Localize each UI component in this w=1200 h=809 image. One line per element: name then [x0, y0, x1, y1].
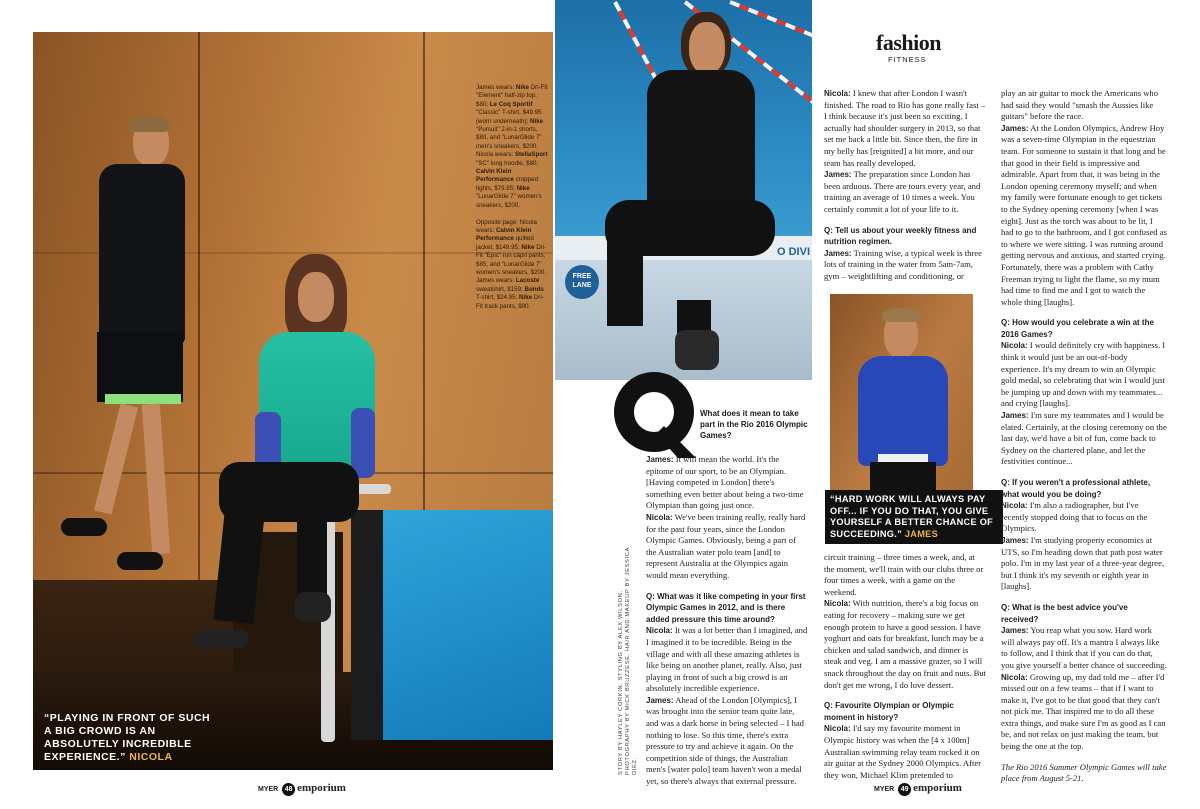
interview-answer	[1001, 410, 1167, 468]
wardrobe-credit-run: James wears:	[476, 84, 516, 91]
right-footer-brand: MYER	[874, 786, 895, 793]
right-footer	[874, 782, 962, 796]
answer-text: It was a lot better than I imagined, and I imagined it to be incredible. Being in the village and with all these amazing athletes is like being on another planet, really. Also, just playing in front of such a big crowd is an absolutely incredible experience.	[646, 625, 808, 694]
speaker-name: Nicola:	[824, 599, 851, 609]
answer-text: Training wise, a typical week is three lots of training in the water from 5am-7am, gym – weightlifting and conditioning, or	[824, 247, 982, 281]
interview-question: Q: If you weren't a professional athlete, what would you be doing?	[1001, 478, 1151, 499]
answer-text: The preparation since London has been arduous. There are tours every year, and training an average of 10 times a week. You certainly commit a lot of your life to it.	[824, 169, 981, 214]
wardrobe-credit-run: Bonds	[524, 285, 544, 293]
speaker-name: Nicola:	[646, 626, 673, 636]
wardrobe-credit-run: StellaSport	[514, 151, 548, 159]
wardrobe-credits	[476, 84, 548, 311]
first-question: What does it mean to take part in the Rio 2016 Olympic Games?	[700, 409, 808, 440]
wardrobe-credit-run: Dri-Fit "Epic" run capri pants, $85, and "LunarGlide 7" women's sneakers, $200. James wears:	[476, 243, 547, 285]
section-heading: fashion	[876, 30, 941, 55]
wardrobe-credit-run: T-shirt, $24.95;	[476, 294, 519, 302]
wardrobe-credit-run: Nike	[516, 184, 530, 192]
wardrobe-credit-run: sweatshirt, $159;	[476, 285, 525, 293]
left-quote-attribution: NICOLA	[129, 751, 173, 763]
wardrobe-credit-run: "SC" long hoodie, $80;	[476, 159, 539, 167]
right-page-number: 49	[898, 783, 911, 796]
answer-text: play an air guitar to mock the Americans who had said they would "smash the Aussies like guitars" before the race.	[1001, 88, 1159, 122]
speaker-name: James:	[1001, 626, 1029, 636]
interview-question: Q: Favourite Olympian or Olympic moment in history?	[824, 701, 954, 722]
pool-sign-text: O DIVI	[777, 246, 811, 258]
right-quote-text: “HARD WORK WILL ALWAYS PAY OFF... IF YOU DO THAT, YOU GIVE YOURSELF A BETTER CHANCE OF SUCCEEDING.”	[830, 494, 994, 539]
answer-text: It will mean the world. It's the epitome of our sport, to be an Olympian. [Having competed in London] there's something even better about being a two-time Olympian than going just once.	[646, 454, 804, 511]
wardrobe-credit-run: "LunarGlide 7" women's sneakers, $200. Opposite page: Nicola wears:	[476, 193, 542, 234]
right-footer-magazine: emporium	[913, 782, 962, 794]
wardrobe-credit-run: Calvin Klein Performance	[476, 226, 532, 243]
interview-question: Q: What was it like competing in your first Olympic Games in 2012, and is there added pressure this time around?	[646, 591, 806, 624]
speaker-name: Nicola:	[1001, 501, 1028, 511]
answer-text: We've been training really, really hard for the past four years, since the London Olympic Games. Obviously, being a part of the Australian water polo team [and] to represent Australia at the Olympics again would mean everything.	[646, 511, 806, 580]
answer-text: I'd say my favourite moment in Olympic history was when the [4 x 100m] Australian swimming relay team rocked it on air guitar at the Sydney 2000 Olympics. After they won, Michael Klim pretended to	[824, 723, 982, 780]
answer-text: Growing up, my dad told me – after I'd missed out on a few teams – that if I want to make it, I've got to be that good that they can't not pick me. That inspired me to do all these extra things, and make sure I'm as good as I can be, and not relax on just making the team, but being the one at the top.	[1001, 671, 1166, 752]
answer-text: I'm studying property economics at UTS, so I'm heading down that path post water polo. I'm in my last year of a three-year degree, but I think it's my seventh or eighth year in [laughs].	[1001, 534, 1165, 592]
speaker-name: James:	[646, 695, 674, 705]
speaker-name: Nicola:	[1001, 341, 1028, 351]
interview-answer	[1001, 340, 1167, 410]
wardrobe-credit-run: Nike	[521, 243, 535, 251]
interview-answer	[1001, 500, 1167, 535]
column-2-bottom-text	[824, 552, 987, 781]
interview-answer	[824, 248, 987, 283]
wardrobe-credit-run: Nike	[519, 294, 533, 302]
left-quote-text: “PLAYING IN FRONT OF SUCH A BIG CROWD IS AN ABSOLUTELY INCREDIBLE EXPERIENCE.”	[44, 712, 211, 763]
left-pull-quote	[44, 712, 214, 764]
wardrobe-credit-run: Dri-Fit track pants, $90.	[476, 294, 544, 310]
interview-answer	[824, 552, 987, 598]
answer-text: I'm also a radiographer, but I've recently stopped doing that to focus on the Olympics.	[1001, 500, 1148, 534]
speaker-name: James:	[824, 248, 852, 258]
speaker-name: Nicola:	[646, 512, 673, 522]
article-column-2-top	[824, 88, 987, 283]
wardrobe-credit-run: "Classic" T-shirt, $49.95 (worn underneath);	[476, 109, 542, 125]
interview-answer	[1001, 625, 1167, 671]
interview-answer	[646, 695, 808, 788]
photo-credit-vertical: STORY BY HAYLEY CORKIN. STYLING BY ALEX WILSON. PHOTOGRAPHY BY MICK BRUZZESE. HAIR AND MAKEUP BY JESSICA DIEZ.	[618, 547, 638, 775]
speaker-name: James:	[646, 455, 674, 464]
left-page-number: 48	[282, 783, 295, 796]
interview-answer	[1001, 535, 1167, 593]
pool-photo	[555, 0, 812, 380]
interview-answer	[1001, 672, 1167, 753]
interview-question: Q: What is the best advice you've received?	[1001, 602, 1128, 624]
article-column-2-bottom	[824, 552, 987, 781]
interview-answer	[646, 625, 808, 695]
answer-text: At the London Olympics, Andrew Hoy was a seven-time Olympian in the equestrian team. For someone to sustain it that long and be that good in their field is impressive and admirable. Apart from that, it was being in the London opening ceremony myself; and when my family were fortunate enough to get tickets to the Sydney opening ceremony [when I was eight]. Just as the torch was about to be lit, I had to go to the bathroom, and I got confused as to where we were sitting. I was running around getting nervous and anxious, and started crying. Fortunately, there was a problem with Cathy Freeman trying to light the flame, so my mum had time to find me and I got to watch the whole thing [laughs].	[1001, 122, 1167, 307]
wardrobe-credit-run: Nike	[530, 117, 544, 125]
left-footer	[258, 782, 346, 796]
article-column-3	[1001, 88, 1167, 785]
answer-text: circuit training – three times a week, and, at the moment, we'll train with our clubs three or four times a week, with a game on the weekend.	[824, 552, 984, 597]
wardrobe-credit-run: cropped tights, $79.95;	[476, 176, 538, 192]
interview-question: Q: How would you celebrate a win at the 2016 Games?	[1001, 318, 1154, 339]
interview-answer	[646, 454, 808, 512]
interview-answer	[646, 512, 808, 582]
speaker-name: Nicola:	[1001, 672, 1028, 682]
answer-text: I knew that after London I wasn't finished. The road to Rio has gone really fast – I think because it's just been so exciting. I actually had shoulder surgery in 2013, so that set me back a little bit. Since then, the fire in my belly has [reignited] a bit more, and our team has really developed.	[824, 88, 986, 168]
speaker-name: James:	[1001, 411, 1029, 421]
big-q-glyph	[612, 370, 702, 460]
interview-answer	[824, 723, 987, 781]
james-portrait-photo	[830, 294, 973, 492]
column-3-text	[1001, 88, 1167, 785]
wardrobe-credit-run: Lacoste	[515, 277, 540, 285]
left-fashion-photo	[33, 32, 553, 770]
article-column-1	[646, 454, 808, 788]
interview-answer	[824, 88, 987, 169]
left-footer-magazine: emporium	[297, 782, 346, 794]
speaker-name: Nicola:	[824, 724, 851, 734]
column-2-top-text	[824, 88, 987, 283]
wardrobe-credit-run: Calvin Klein Performance	[476, 168, 514, 184]
answer-text: You reap what you sow. Hard work will always pay off. It's a mantra I always like to follow, and I think that if you can do that, you give yourself a better chance of succeeding.	[1001, 625, 1167, 670]
speaker-name: James:	[1001, 535, 1029, 545]
wardrobe-credit-run: quilted jacket, $149.95;	[476, 235, 534, 251]
interview-answer	[1001, 88, 1167, 123]
column-1-text	[646, 454, 808, 788]
wardrobe-credit-run: Nike	[515, 84, 529, 91]
interview-answer	[824, 169, 987, 215]
left-footer-brand: MYER	[258, 786, 279, 793]
interview-answer	[824, 598, 987, 691]
right-pull-quote	[825, 490, 1003, 544]
answer-text: With nutrition, there's a big focus on eating for recovery – making sure we get enough protein to have a good session. I have yoghurt and oats for breakfast, lunch may be a chicken and salad sandwich, and dinner is steak and veg. I am a massive grazer, so I will snack throughout the day on fruit and nuts. But don't get me wrong, I do love dessert.	[824, 598, 987, 690]
speaker-name: James:	[1001, 123, 1029, 133]
wardrobe-credit-run: Le Coq Sportif	[489, 100, 533, 108]
wardrobe-credit-run: "Pursuit" 2-in-1 shorts, $80, and "LunarGlide 7" men's sneakers, $200. Nicola wears:	[476, 126, 542, 159]
answer-text: I'm sure my teammates and I would be elated. Certainly, at the closing ceremony on the last day, we'd have a bit of fun, come back to Sydney on the chartered plane, and let the festivities continue...	[1001, 410, 1167, 467]
free-lane-sign: FREE LANE	[565, 265, 599, 299]
speaker-name: Nicola:	[824, 89, 851, 98]
answer-text: I would definitely cry with happiness. I think it would just be an out-of-body experience. It's my dream to win an Olympic gold medal, so celebrating that win I would just be jumping up and down with my teammates... and crying [laughs].	[1001, 340, 1166, 409]
blue-towel	[383, 510, 553, 740]
answer-text: Ahead of the London [Olympics], I was brought into the senior team quite late, and was a dark horse in being selected – I had nothing to lose. So this time, there's extra pressure to try and achieve it again. On the competition side of things, the Australian men's [water polo] team haven't won a medal yet, so there's always that external pressure.	[646, 694, 804, 787]
right-quote-attribution: JAMES	[904, 528, 939, 539]
closing-note: The Rio 2016 Summer Olympic Games will take place from August 5-21.	[1001, 761, 1167, 784]
wardrobe-credit-run: Dri-Fit "Element" half-zip top, $80;	[476, 84, 548, 108]
interview-question: Q: Tell us about your weekly fitness and nutrition regimen.	[824, 225, 977, 247]
interview-answer	[1001, 123, 1167, 309]
speaker-name: James:	[824, 170, 852, 180]
section-subheading: FITNESS	[888, 55, 927, 64]
